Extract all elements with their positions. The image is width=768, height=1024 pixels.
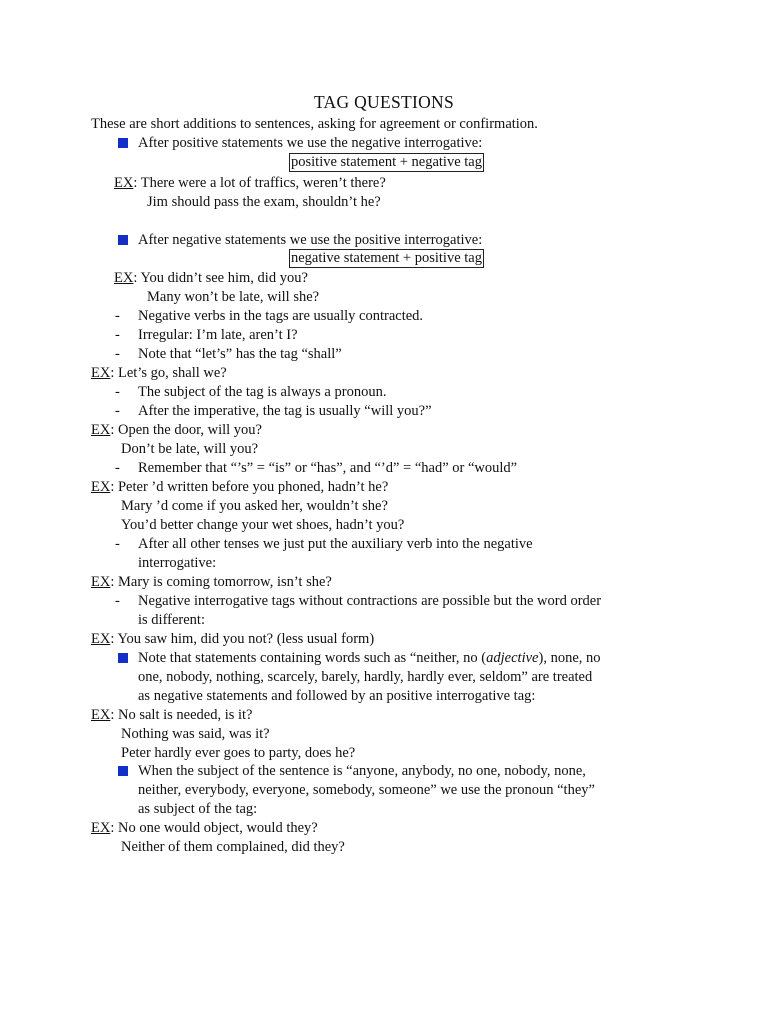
ex-label: EX [91, 574, 111, 590]
example-text: : Mary is coming tomorrow, isn’t she? [110, 574, 332, 590]
dash-text: Remember that “’s” = “is” or “has”, and “’d” = “had” or “would” [138, 460, 518, 476]
ex-label: EX [91, 707, 111, 723]
bullet-text: one, nobody, nothing, scarcely, barely, hardly, hardly ever, seldom” are treated [138, 669, 593, 685]
ex-label: EX [91, 365, 111, 381]
dash-text: interrogative: [138, 555, 217, 571]
example-line [114, 174, 386, 192]
example-line: Mary ’d come if you asked her, wouldn’t she? [121, 498, 388, 514]
square-bullet-icon [118, 766, 128, 776]
example-text: : Peter ’d written before you phoned, hadn’t he? [110, 479, 389, 495]
square-bullet-icon [118, 138, 128, 148]
ex-label: EX [114, 175, 134, 191]
dash-marker: - [115, 308, 120, 324]
bullet-text: After positive statements we use the negative interrogative: [138, 135, 483, 151]
bullet-text [138, 649, 601, 667]
dash-text: Note that “let’s” has the tag “shall” [138, 346, 342, 362]
example-line [91, 421, 262, 439]
example-line: You’d better change your wet shoes, hadn’t you? [121, 517, 405, 533]
example-line [91, 706, 253, 724]
example-line [91, 573, 332, 591]
formula-box: positive statement + negative tag [291, 154, 482, 170]
bullet-text: as negative statements and followed by an positive interrogative tag: [138, 688, 536, 704]
square-bullet-icon [118, 653, 128, 663]
example-line [91, 630, 374, 648]
dash-marker: - [115, 403, 120, 419]
dash-text: After the imperative, the tag is usually “will you?” [138, 403, 432, 419]
dash-text: After all other tenses we just put the auxiliary verb into the negative [138, 536, 533, 552]
bullet-text-part: Note that statements containing words such as “neither, no ( [138, 650, 487, 666]
ex-label: EX [91, 631, 111, 647]
example-text: : No one would object, would they? [110, 820, 318, 836]
example-line: Nothing was said, was it? [121, 726, 270, 742]
page-title: TAG QUESTIONS [313, 92, 455, 112]
example-line [91, 819, 318, 837]
dash-text: The subject of the tag is always a pronoun. [138, 384, 387, 400]
bullet-text: When the subject of the sentence is “anyone, anybody, no one, nobody, none, [138, 763, 586, 779]
example-line [91, 364, 227, 382]
italic-word: adjective [486, 650, 539, 666]
dash-marker: - [115, 327, 120, 343]
ex-label: EX [91, 422, 111, 438]
dash-marker: - [115, 346, 120, 362]
example-text: : There were a lot of traffics, weren’t there? [133, 175, 386, 191]
bullet-text: as subject of the tag: [138, 801, 258, 817]
dash-marker: - [115, 384, 120, 400]
bullet-text-part: ), none, no [538, 650, 601, 666]
formula-box: negative statement + positive tag [291, 250, 482, 266]
ex-label: EX [91, 479, 111, 495]
example-line: Jim should pass the exam, shouldn’t he? [147, 194, 381, 210]
example-line: Many won’t be late, will she? [147, 289, 320, 305]
example-text: : You saw him, did you not? (less usual form) [110, 631, 375, 647]
square-bullet-icon [118, 235, 128, 245]
dash-marker: - [115, 536, 120, 552]
example-line: Don’t be late, will you? [121, 441, 259, 457]
ex-label: EX [114, 270, 134, 286]
example-line [114, 269, 308, 287]
bullet-text: After negative statements we use the positive interrogative: [138, 232, 483, 248]
example-text: : You didn’t see him, did you? [133, 270, 308, 286]
example-text: : No salt is needed, is it? [110, 707, 253, 723]
bullet-text: neither, everybody, everyone, somebody, someone” we use the pronoun “they” [138, 782, 595, 798]
dash-text: Negative interrogative tags without contractions are possible but the word order [138, 593, 602, 609]
dash-marker: - [115, 593, 120, 609]
dash-marker: - [115, 460, 120, 476]
dash-text: is different: [138, 612, 205, 628]
ex-label: EX [91, 820, 111, 836]
example-line: Neither of them complained, did they? [121, 839, 345, 855]
intro-text: These are short additions to sentences, asking for agreement or confirmation. [91, 116, 538, 132]
dash-text: Irregular: I’m late, aren’t I? [138, 327, 298, 343]
example-text: : Open the door, will you? [110, 422, 262, 438]
example-line: Peter hardly ever goes to party, does he? [121, 745, 356, 761]
example-text: : Let’s go, shall we? [110, 365, 227, 381]
dash-text: Negative verbs in the tags are usually contracted. [138, 308, 424, 324]
example-line [91, 478, 388, 496]
